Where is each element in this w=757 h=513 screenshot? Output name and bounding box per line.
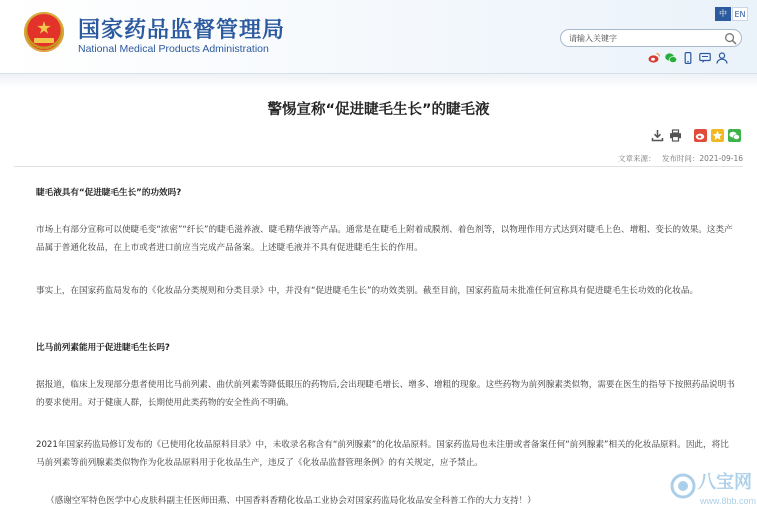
weibo-share-icon[interactable]	[694, 129, 707, 142]
qzone-share-icon[interactable]	[711, 129, 724, 142]
search-input[interactable]	[569, 31, 719, 46]
user-icon[interactable]	[716, 52, 728, 64]
acknowledgement: （感谢空军特色医学中心皮肤科副主任医师田燕、中国香料香精化妆品工业协会对国家药监局化妆品安全科普工作的大力支持！）	[46, 496, 536, 506]
article-meta	[614, 153, 743, 164]
watermark-url: www.8bb.com	[700, 496, 757, 506]
site-header	[0, 0, 757, 74]
search-icon[interactable]	[724, 32, 737, 45]
publish-date: 2021-09-16	[699, 154, 743, 163]
article-paragraph: 2021年国家药监局修订发布的《已使用化妆品原料目录》中，未收录名称含有“前列腺素”的化妆品原料。国家药监局也未注册或者备案任何“前列腺素”相关的化妆品原料。因此，将比马前列素等前列腺素类似物作为化妆品原料用于化妆品生产，违反了《化妆品监督管理条例》的有关规定，应予禁止。	[36, 440, 729, 468]
wechat-share-icon[interactable]	[728, 129, 741, 142]
national-emblem-icon[interactable]	[24, 12, 64, 52]
header-shadow	[0, 74, 757, 88]
watermark-text: 八宝网	[698, 472, 752, 493]
site-watermark	[668, 460, 757, 512]
lang-zh-button[interactable]: 中	[715, 7, 731, 21]
mobile-icon[interactable]	[682, 52, 694, 64]
date-label: 发布时间：	[661, 154, 700, 163]
article-paragraph: 事实上，在国家药监局发布的《化妆品分类规则和分类目录》中，并没有“促进睫毛生长”的功效类别。截至目前，国家药监局未批准任何宣称具有促进睫毛生长功效的化妆品。	[36, 286, 699, 296]
download-icon[interactable]	[651, 129, 664, 142]
wechat-icon[interactable]	[665, 52, 677, 64]
article-paragraph: 市场上有部分宣称可以使睫毛变“浓密”“纤长”的睫毛滋养液、睫毛精华液等产品。通常是在睫毛上附着成膜剂、着色剂等，以物理作用方式达到对睫毛上色、增粗、变长的效果。这类产品属于普通化妆品，在上市或者进口前应当完成产品备案。上述睫毛液并不具有促进睫毛生长的作用。	[36, 225, 733, 253]
article-title: 警惕宣称“促进睫毛生长”的睫毛液	[267, 102, 490, 118]
watermark-logo-icon	[670, 470, 696, 500]
section-heading: 比马前列素能用于促进睫毛生长吗?	[36, 343, 170, 353]
weibo-icon[interactable]	[648, 52, 660, 64]
lang-en-button[interactable]: EN	[732, 7, 748, 21]
section-heading: 睫毛液具有“促进睫毛生长”的功效吗?	[36, 188, 182, 198]
print-icon[interactable]	[669, 129, 682, 142]
source-label: 文章来源：	[618, 154, 656, 163]
message-icon[interactable]	[699, 52, 711, 64]
article-paragraph: 据报道，临床上发现部分患者使用比马前列素、曲伏前列素等降低眼压的药物后,会出现睫毛增长、增多、增粗的现象。这些药物为前列腺素类似物，需要在医生的指导下按照药品说明书的要求使用。对于健康人群，长期使用此类药物的安全性尚不明确。	[36, 380, 735, 408]
site-subtitle: National Medical Products Administration	[78, 43, 269, 55]
site-title[interactable]: 国家药品监督管理局	[78, 18, 286, 43]
search-box	[560, 29, 742, 47]
meta-divider	[14, 166, 743, 167]
